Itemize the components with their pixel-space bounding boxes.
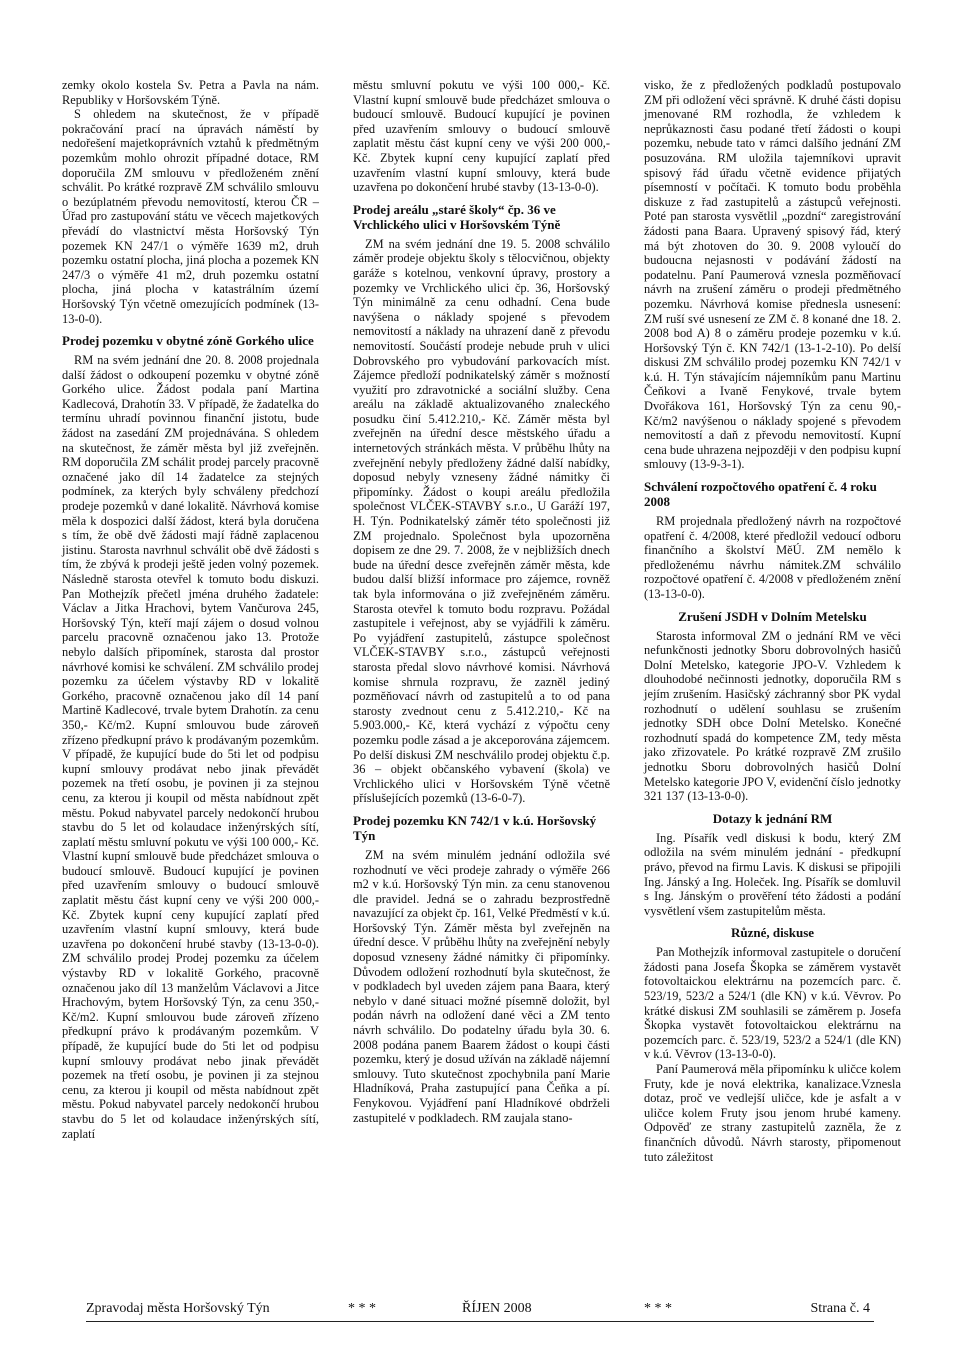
paragraph: RM projednala předložený návrh na rozpočtové opatření č. 4/2008, které předložil vedoucí odboru finančního a školství MěÚ. ZM nemělo k předloženému návrhu námitek.ZM schválilo rozpočtové opatření č. 4/2008 v předloženém znění (13-13-0-0). bbox=[644, 514, 901, 601]
footer-page-number: Strana č. 4 bbox=[810, 1301, 870, 1316]
section-heading: Různé, diskuse bbox=[730, 925, 815, 941]
column-3 bbox=[644, 78, 901, 1164]
footer-separator: * * * bbox=[644, 1301, 672, 1316]
paragraph: městu smluvní pokutu ve výši 100 000,- Kč. Vlastní kupní smlouvě bude předcházet smlouva o budoucí smlouvě. Budoucí kupující je povinen před uzavřením smlouvy o budoucí smlouvě zaplatit městu část kupní ceny ve výši 200 000,- Kč. Zbytek kupní ceny kupující zaplatí před uzavřením vlastní kupní smlouvy, která bude uzavřena po dokončení hrubé stavby (13-13-0-0). bbox=[353, 78, 610, 195]
page-footer bbox=[86, 1300, 874, 1322]
paragraph: ZM na svém minulém jednání odložila své rozhodnutí ve věci prodeje zahrady o výměře 266 m2 v k.ú. Horšovský Týn min. za cenu stanovenou dle pravidel. Jedná se o zahradu bezprostředně navazující za objekt čp. 161, Velké Předměstí v k.ú. Horšovský Týn. Záměr města byl zveřejněn na úřední desce. V průběhu lhůty na zveřejnění nebyly doposud vzneseny žádné námitky či připomínky. Důvodem odložení rozhodnutí byla skutečnost, že v podkladech byl uveden zájem pana Baara, který nebylo v dané situaci možné písemně doložit, byl podán návrh na odložení dané věci a ZM tento návrh schválilo. Do podatelny úřadu byla 30. 6. 2008 podána panem Baarem žádost o koupi části pozemku, který je dosud užíván na základě nájemní smlouvy. Tuto skutečnost zpochybnila paní Marie Hladníková, Praha zastupující pana Čeňka a pí. Fenykovou. Vyjádření paní Hladníkové obdrželi zastupitelé v podkladech. RM zaujala stano- bbox=[353, 847, 610, 1125]
section-heading: Prodej pozemku v obytné zóně Gorkého ulice bbox=[62, 333, 314, 349]
paragraph: zemky okolo kostela Sv. Petra a Pavla na nám. Republiky v Horšovském Týně. bbox=[62, 78, 319, 107]
section-heading: Schválení rozpočtového opatření č. 4 roku 2008 bbox=[644, 479, 877, 510]
footer-publication: Zpravodaj města Horšovský Týn bbox=[86, 1301, 270, 1316]
footer-issue: ŘÍJEN 2008 bbox=[462, 1301, 532, 1316]
paragraph: RM na svém jednání dne 20. 8. 2008 projednala další žádost o odkoupení pozemku v obytné zóně Gorkého ulice. Žádost podala paní Martina Kadlecová, Drahotín 33. V případě, že žadatelka do termínu uhradí povinnou finanční jistotu, bude žádost na zasedání ZM projednávána. S ohledem na skutečnost, že záměr města byl již zveřejněn. RM doporučila ZM schálit prodej parcely pracovně označené jako díl 14 žadatelce za stejných podmínek, za kterých byly schváleny předchozí prodeje pozemků v dané lokalitě. Návrhová komise měla k dospozici další žádost, která byla doručena s tím, že obě dvě žádosti mají řádně zaplacenou jistinu. Starosta navrhnul schválit obě dvě žádosti s tím, že zbývá k prodeji ještě jeden volný pozemek. Následně starosta otevřel k tomuto bodu diskuzi. Pan Mothejzík přečetl jména druhého žadatele: Václav a Jitka Hrachovi, bytem Vančurova 245, Horšovský Týn, kteří mají zájem o dosud volnou parcelu pracovně označenou jako 13. Protože nebylo dalších připomínek, starosta dal prostor návrhové komisi ke schválení. ZM schválilo prodej pozemku za účelem výstavby RD v lokalitě Gorkého, pracovně označenou jako díl 14 paní Martině Kadlecové, trvale bytem Drahotín. za cenu 350,- Kč/m2. Kupní smlouvou bude zároveň zřízeno předkupní právo k prodávaným pozemkům. V případě, že kupující bude do 5ti let od podpisu kupní smlouvy prodávat nebo jinak převádět pozemek na třetí osobu, je povinen ji za stejnou cenu, za kterou ji koupil od města nabídnout zpět městu. Pokud nabyvatel parcely nedokončí hrubou stavbu do 5 let od kolaudace inženýrských sítí, zaplatí městu smluvní pokutu ve výši 100 000,- Kč. Vlastní kupní smlouvě bude předcházet smlouva o budoucí smlouvě. Budoucí kupující je povinen před uzavřením smlouvy o budoucí smlouvě zaplatit městu část kupní ceny ve výši 200 000,- Kč. Zbytek kupní ceny kupující zaplatí před uzavřením vlastní kupní smlouvy, která bude uzavřena po dokončení hrubé stavby (13-13-0-0). ZM schválilo prodej Prodej pozemku za účelem výstavby RD v lokalitě Gorkého, pracovně označenou jako díl 13 manželům Václavovi a Jitce Hrachovým, bytem Horšovský Týn, za cenu 350,- Kč/m2. Kupní smlouvou bude zároveň zřízeno předkupní právo k prodávaným pozemkům. V případě, že kupující bude do 5ti let od podpisu kupní smlouvy prodávat nebo jinak převádět pozemek na třetí osobu, je povinen ji za stejnou cenu, za kterou ji koupil od města nabídnout zpět městu. Pokud nabyvatel parcely nedokončí hrubou stavbu do 5 let od kolaudace inženýrských sítí, zaplatí bbox=[62, 353, 319, 1141]
column-2 bbox=[353, 78, 610, 1125]
section-heading: Dotazy k jednání RM bbox=[712, 810, 833, 826]
section-heading: Zrušení JSDH v Dolním Metelsku bbox=[678, 608, 867, 624]
column-1 bbox=[62, 78, 319, 1141]
paragraph: Ing. Písařík vedl diskusi k bodu, který ZM odložila na svém minulém jednání - předkupní právo, převod na firmu Lavis. K diskusi se připojili Ing. Jánský a Ing. Holeček. Ing. Písařík se domluvil s Ing. Jánským o prověření této žádosti a podání vysvětlení všem zastupitelům města. bbox=[644, 830, 901, 918]
paragraph: visko, že z předložených podkladů postupovalo ZM při odložení věci správně. K druhé části dopisu jmenované RM rozhodla, že vzhledem k neprůkaznosti času podané třetí žádosti o koupi pozemku, nebude tato v rámci dalšího jednání ZM posuzována. RM uložila tajemníkovi upravit spisový řád úřadu včetně evidence přijatých písemností v počítači. K tomuto bodu proběhla diskuze z řad zastupitelů a zástupců veřejnosti. Poté pan starosta vysvětlil „pozdní“ zaregistrování žádosti pana Baara. Upravený spisový řád, který má být zhotoven do 30. 9. 2008 vyloučí do budoucna nejasnosti v podávání žádostí na podatelnu. Paní Paumerová vznesla pozměňovací návrh na zrušení záměru o prodeji předmětného pozemku. Návrhová komise přednesla usnesení: ZM ruší své usnesení ze ZM č. 8 konané dne 18. 2. 2008 bod A) 8 o záměru prodeje pozemku v k.ú. Horšovský Týn č. KN 742/1 (13-1-2-10). Po delší diskusi ZM schválilo prodej pozemku KN 742/1 v k.ú. H. Týn stávajícím nájemníkům panu Martinu Čeňkovi a Ivaně Fenykové, trvale bytem Dvořákova 161, Horšovský Týn za cenu 90,- Kč/m2 navýšenou o náklady spojené s převodem nemovitostí a daň z převodu nemovitostí. Kupní cena bude uhrazena nejpozději v den podpisu kupní smlouvy (13-9-3-1). bbox=[644, 78, 901, 472]
paragraph: S ohledem na skutečnost, že v případě pokračování prací na úpravách náměstí by nedořešení majetkoprávních vztahů k předmětným pozemkům mohlo ohrozit případné dotace, RM doporučila ZM smlouvu v předloženém znění schválit. Po krátké rozpravě ZM schválilo smlouvu o bezúplatném převodu nemovitostí, kterou ČR – Úřad pro zastupování státu ve věcech majetkových převádí do vlastnictví města Horšovský Týn pozemek KN 247/1 o výměře 1639 m2, druh pozemku ostatní plocha, jiná plocha a pozemek KN 247/3 o výměře 41 m2, druh pozemku ostatní plocha, jiná plocha v katastrálním území Horšovský Týn včetně omezujících podmínek (13-13-0-0). bbox=[62, 107, 319, 326]
paragraph: Starosta informoval ZM o jednání RM ve věci nefunkčnosti jednotky Sboru dobrovolných hasičů Dolní Metelsko, kategorie JPO-V. Vzhledem k dlouhodobé nečinnosti jednotky, doporučila RM s jejím zrušením. Hasičský záchranný sbor PK vydal rozhodnutí o udělení souhlasu se zrušením jednotky SDH obce Dolní Metelsko. Konečné rozhodnutí spadá do kompetence ZM, tedy města jako zřizovatele. Po krátké rozpravě ZM zrušilo jednotku Sboru dobrovolných hasičů Dolní Metelsko kategorie JPO V, evidenční číslo jednotky 321 137 (13-13-0-0). bbox=[644, 628, 901, 804]
paragraph: ZM na svém jednání dne 19. 5. 2008 schválilo záměr prodeje objektu školy s tělocvičnou, objekty garáže s kotelnou, venkovní úpravy, prostory a pozemky ve Vrchlického ulici čp. 36, Horšovský Týn minimálně za cenu odhadní. Cena bude navýšena o náklady spojené s převodem nemovitostí a náklady na uhrazení daně z převodu nemovitostí. Součástí prodeje nebude pruh v ulici Dobrovského pro vybudování parkovacích míst. Zájemce předloží podnikatelský záměr s možností využití pro zdravotnické a sociální služby. Cena areálu na základě aktualizovaného znaleckého posudku činí 5.412.210,- Kč. Záměr města byl zveřejněn na úřední desce městského úřadu a internetových stránkách města. V průběhu lhůty na zveřejnění nebyly předloženy žádné další nabídky, doposud nebyly vzneseny žádné námitky či připomínky. Žádost o koupi areálu předložila společnost VLČEK-STAVBY s.r.o., U Garáží 197, H. Týn. Podnikatelský záměr této společnosti již ZM projednalo. Společnost byla upozorněna dopisem ze dne 29. 7. 2008, že v nejbližších dnech bude na úřední desce zveřejněn záměr města, kde budou další bližší informace pro zájemce, rovněž tak byla informována o již zveřejněném záměru. Starosta otevřel k tomuto bodu rozpravu. Požádal zastupitele i veřejnost, aby se vyjádřili k záměru. Po vyjádření zastupitelů, zástupce společnost VLČEK-STAVBY s.r.o., zástupců veřejnosti starosta předal slovo návrhové komisi. Návrhová komise shrnula rozpravu, že zazněl jediný pozměňovací návrh od zastupitelů a to od pana starosty zvednout cenu z 5.412.210,- Kč na 5.903.000,- Kč, která vychází z výpočtu ceny pozemku podle zásad a je akceporována zájemcem. Po delší diskusi ZM neschválilo prodej objektu č.p. 36 – objekt občanského vybavení (škola) ve Vrchlického ulici v Horšovském Týně včetně příslušejících pozemků (13-6-0-7). bbox=[353, 236, 610, 806]
footer-rule bbox=[86, 1321, 874, 1322]
section-heading: Prodej pozemku KN 742/1 v k.ú. Horšovský Týn bbox=[353, 812, 597, 843]
paragraph: Paní Paumerová měla připomínku k uličce kolem Fruty, kde je nová elektrika, kanalizace.Vznesla dotaz, proč ve vedlejší uličce, kde je asfalt a v uličce kolem Fruty jsou jenom hrubé kameny. Odpověď ze strany zastupitelů zazněla, že z finančních důvodů. Návrh starosty, připomenout tuto záležitost bbox=[644, 1062, 901, 1164]
paragraph: Pan Mothejzík informoval zastupitele o doručení žádosti pana Josefa Škopka se záměrem vystavět fotovoltaickou elektrárnu na pozemcích parc. č. 523/19, 523/2 a 524/1 (dle KN) v k.ú. Věvrov. Po krátké diskusi ZM souhlasili se záměrem p. Josefa Škopka vystavět fotovoltaickou elektrárnu na pozemcích parc. č. 523/19, 523/2 a 524/1 (dle KN) v k.ú. Věvrov (13-13-0-0). bbox=[644, 945, 901, 1062]
newspaper-page bbox=[62, 78, 902, 1288]
section-heading: Prodej areálu „staré školy“ čp. 36 ve Vrchlického ulici v Horšovském Týně bbox=[353, 201, 561, 232]
footer-separator: * * * bbox=[348, 1301, 376, 1316]
